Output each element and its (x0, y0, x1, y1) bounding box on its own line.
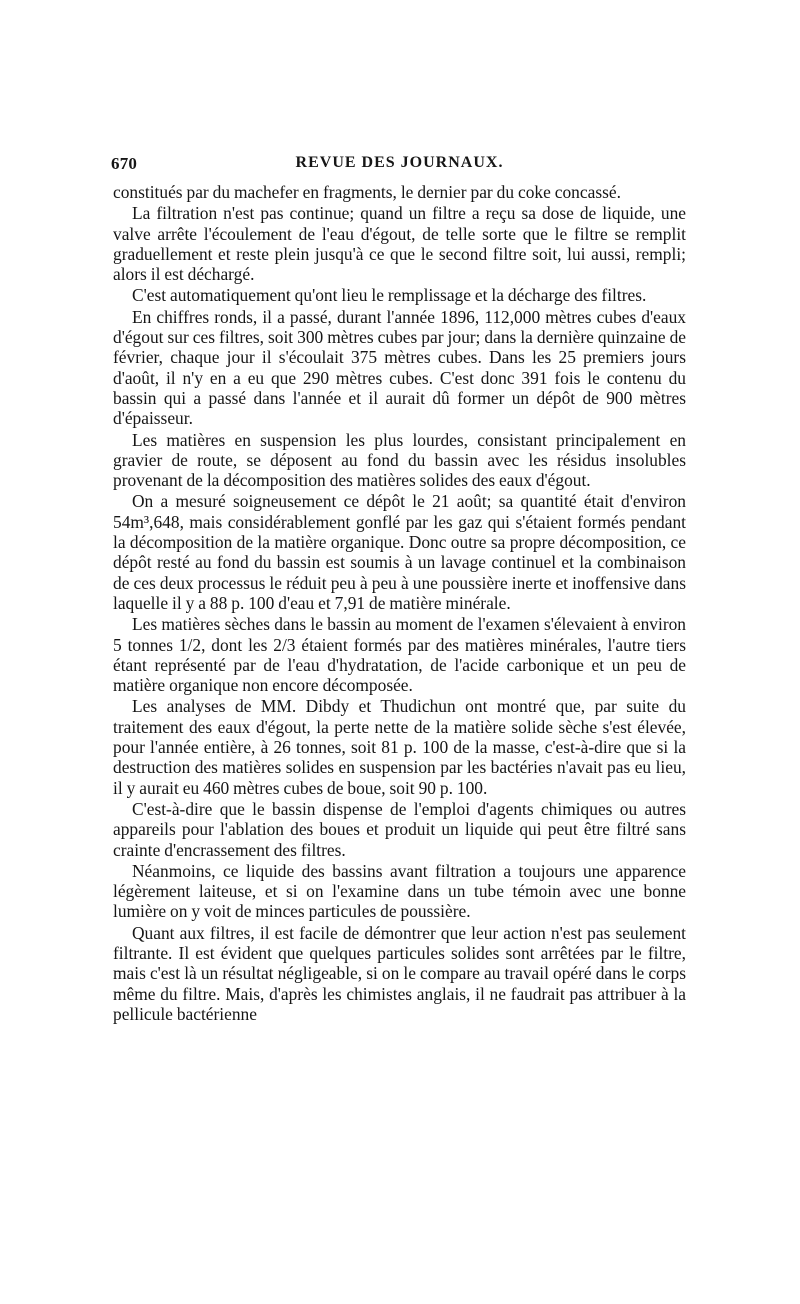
body-text (113, 182, 686, 1024)
paragraph: Néanmoins, ce liquide des bassins avant filtration a toujours une apparence légèrement laiteuse, et si on l'examine dans un tube témoin avec une bonne lumière on y voit de minces particules de poussière. (113, 860, 686, 922)
paragraph: On a mesuré soigneusement ce dépôt le 21 août; sa quantité était d'environ 54m³,648, mais considérablement gonflé par les gaz qui s'étaient formés pendant la décomposition de la matière organique. Donc outre sa propre décomposition, ce dépôt resté au fond du bassin est soumis à un lavage continuel et la combinaison de ces deux processus le réduit peu à peu à une poussière inerte et inoffensive dans laquelle il y a 88 p. 100 d'eau et 7,91 de matière minérale. (113, 491, 686, 613)
running-title: REVUE DES JOURNAUX. (295, 154, 504, 171)
page-header (113, 150, 686, 180)
paragraph: Quant aux filtres, il est facile de démontrer que leur action n'est pas seulement filtrante. Il est évident que quelques particules solides sont arrêtées par le filtre, mais c'est là un résultat négligeable, si on le compare au travail opéré dans le corps même du filtre. Mais, d'après les chimistes anglais, il ne faudrait pas attribuer à la pellicule bactérienne (113, 922, 686, 1024)
paragraph: Les matières en suspension les plus lourdes, consistant principalement en gravier de route, se déposent au fond du bassin avec les résidus insolubles provenant de la décomposition des matières solides des eaux d'égout. (113, 429, 686, 491)
paragraph: Les matières sèches dans le bassin au moment de l'examen s'élevaient à environ 5 tonnes 1/2, dont les 2/3 étaient formés par des matières minérales, l'autre tiers étant représenté par de l'eau d'hydratation, de l'acide carbonique et un peu de matière organique non encore décomposée. (113, 614, 686, 696)
paragraph: C'est automatiquement qu'ont lieu le remplissage et la décharge des filtres. (132, 285, 647, 306)
paragraph: Les analyses de MM. Dibdy et Thudichun ont montré que, par suite du traitement des eaux d'égout, la perte nette de la matière solide sèche s'est élevée, pour l'année entière, à 26 tonnes, soit 81 p. 100 de la masse, c'est-à-dire que si la destruction des matières solides en suspension par les bactéries n'avait pas eu lieu, il y aurait eu 460 mètres cubes de boue, soit 90 p. 100. (113, 696, 686, 798)
paragraph-continued: constitués par du machefer en fragments, le dernier par du coke concassé. (113, 182, 621, 202)
paragraph: C'est-à-dire que le bassin dispense de l'emploi d'agents chimiques ou autres appareils pour l'ablation des boues et produit un liquide qui peut être filtré sans crainte d'encrassement des filtres. (113, 798, 686, 860)
page-number: 670 (111, 154, 138, 173)
document-page (113, 150, 686, 1024)
paragraph: La filtration n'est pas continue; quand un filtre a reçu sa dose de liquide, une valve arrête l'écoulement de l'eau d'égout, de telle sorte que le filtre se remplit graduellement et reste plein jusqu'à ce que le second filtre soit, lui aussi, rempli; alors il est déchargé. (113, 203, 686, 285)
paragraph: En chiffres ronds, il a passé, durant l'année 1896, 112,000 mètres cubes d'eaux d'égout sur ces filtres, soit 300 mètres cubes par jour; dans la dernière quinzaine de février, chaque jour il s'écoulait 375 mètres cubes. Dans les 25 premiers jours d'août, il n'y en a eu que 290 mètres cubes. C'est donc 391 fois le contenu du bassin qui a passé dans l'année et il aurait dû former un dépôt de 900 mètres d'épaisseur. (113, 306, 686, 429)
